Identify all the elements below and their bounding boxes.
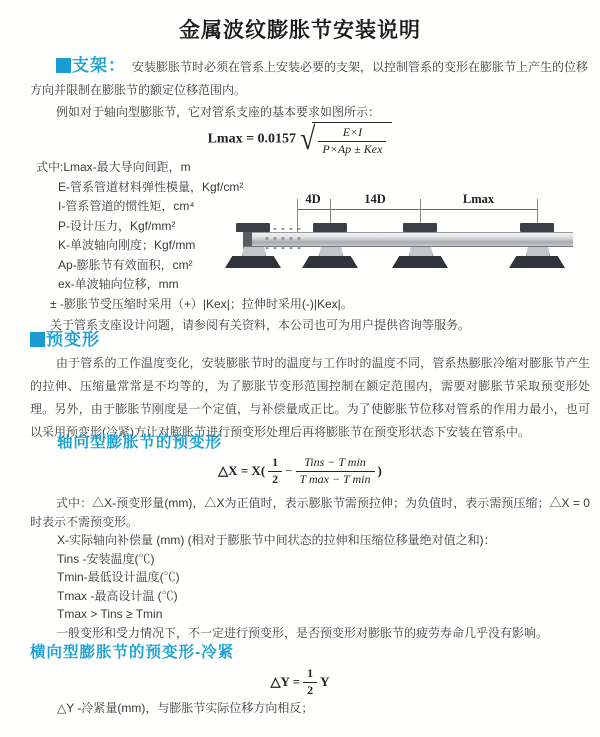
support-stem <box>526 246 550 257</box>
formula-lmax <box>0 122 600 157</box>
def-line: 式中:Lmax-最大导向间距，m <box>36 160 191 174</box>
support-intro-paragraph <box>30 54 588 102</box>
fraction-denominator: P×Ap ± Kex <box>322 141 383 156</box>
support-cap <box>520 223 554 232</box>
lateral-note-line <box>57 697 587 720</box>
formula-dx-half-fraction <box>268 455 282 487</box>
formula-dy-rhs: Y <box>320 674 330 690</box>
pipe-support <box>302 223 358 269</box>
page-title: 金属波纹膨胀节安装说明 <box>179 19 421 42</box>
lateral-subheading: 横向型膨胀节的预变形-冷紧 <box>30 644 235 661</box>
dim-label-14d: 14D <box>364 192 386 206</box>
axial-closing-line: 一般变形和受力情况下，不一定进行预变形，是否预变形对膨胀节的疲劳寿命几乎没有影响。 <box>56 625 549 640</box>
dim-label-4d: 4D <box>305 192 321 206</box>
fraction-numerator: 1 <box>268 455 282 472</box>
dimension-line <box>297 209 537 210</box>
axial-note: 式中：△X-预变形量(mm)，△X为正值时，表示膨胀节需预拉伸；为负值时，表示需预压缩；△X = 0时表示不需预变形。 <box>30 496 590 529</box>
formula-lmax-fraction <box>318 125 386 157</box>
def-line: Ap-膨胀节有效面积，cm² <box>58 257 193 272</box>
formula-dy-lhs: △Y = <box>270 674 301 690</box>
support-base <box>225 256 281 268</box>
minus-operator: − <box>285 463 293 479</box>
def-line: ± -膨胀节受压缩时采用（+）|Kex|；拉伸时采用(-)|Kex|。 <box>50 296 353 311</box>
section-support-label: 支架： <box>72 56 126 75</box>
def-line: 关于管系支座设计问题，请参阅有关资料，本公司也可为用户提供咨询等服务。 <box>50 318 471 332</box>
axial-def-line: Tmax -最高设计温 (℃) <box>57 588 178 603</box>
fraction-denominator: 2 <box>272 471 279 486</box>
axial-def-line: X-实际轴向补偿量 (mm) (相对于膨胀节中间状态的拉伸和压缩位移量绝对值之和)： <box>57 533 496 547</box>
support-example-paragraph <box>30 101 588 124</box>
lateral-note-text: △Y -冷紧量(mm)，与膨胀节实际位移方向相反； <box>57 701 314 715</box>
support-stem <box>242 246 266 257</box>
dim-label-lmax: Lmax <box>462 192 495 206</box>
formula-dx-lhs: △X = X( <box>218 463 266 479</box>
axial-subheading: 轴向型膨胀节的预变形 <box>57 434 223 451</box>
axial-def-line: Tins -安装温度(℃) <box>57 551 155 566</box>
formula-dx-close-paren: ) <box>377 463 382 479</box>
support-intro-text: 安装膨胀节时必须在管系上安装必要的支架，以控制管系的变形在膨胀节上产生的位移方向并限制在膨胀节的额定位移范围内。 <box>30 60 589 97</box>
fraction-denominator: T max − T min <box>299 471 371 486</box>
support-stem <box>409 246 433 257</box>
def-line: K-单波轴向刚度；Kgf/mm <box>58 238 196 252</box>
axial-def-line: Tmax > Tins ≥ Tmin <box>57 607 163 621</box>
support-cap <box>313 223 347 232</box>
pipe-support <box>509 223 565 269</box>
pipe-support <box>392 223 448 269</box>
section-marker-square-icon <box>56 58 71 73</box>
axial-def-line: Tmin-最低设计温度(℃) <box>57 570 180 584</box>
support-base <box>392 256 448 268</box>
support-example-text: 例如对于轴向型膨胀节，它对管系支座的基本要求如图所示： <box>56 105 381 119</box>
formula-lmax-lhs: Lmax = 0.0157 <box>207 131 297 147</box>
predeform-paragraph-text: 由于管系的工作温度变化，安装膨胀节时的温度与工作时的温度不同，管系热膨胀冷缩对膨胀节产生的拉伸、压缩量常常是不均等的，为了膨胀节变形范围控制在额定范围内，需要对膨胀节采取预变形处理。另外，由于膨胀节刚度是一个定值，与补偿量成正比。为了使膨胀节位移对管系的作用力最小，也可以采用预变形(冷紧)方让对膨胀节进行预变形处理后再将膨胀节在预变形状态下安装在管系中。 <box>30 356 590 439</box>
fraction-numerator: 1 <box>303 666 317 683</box>
def-line: I-管系管道的惯性矩，cm⁴ <box>58 199 195 213</box>
pipe-support-diagram <box>235 192 580 292</box>
axial-notes-block <box>30 494 590 642</box>
radical-sign-icon: √ <box>300 121 316 157</box>
formula-delta-y <box>0 666 600 698</box>
support-cap <box>236 223 270 232</box>
support-base <box>302 256 358 268</box>
formula-dy-half-fraction <box>303 666 317 698</box>
pipe-support <box>225 223 281 269</box>
section-predeform-label: 预变形 <box>46 330 100 349</box>
def-line: E-管系管道材料弹性模量，Kgf/cm² <box>58 179 244 194</box>
section-marker-square-icon <box>30 332 45 347</box>
fraction-denominator: 2 <box>307 682 314 697</box>
predeform-section-heading <box>30 328 588 353</box>
formula-delta-x <box>0 455 600 487</box>
fraction-numerator: E×I <box>318 125 386 142</box>
formula-dx-temp-fraction <box>296 455 375 487</box>
def-line: P-设计压力，Kgf/mm² <box>58 218 176 233</box>
support-base <box>509 256 565 268</box>
radical-overline <box>312 122 392 157</box>
support-stem <box>319 246 343 257</box>
support-cap <box>403 223 437 232</box>
def-line: ex-单波轴向位移，mm <box>58 277 179 291</box>
fraction-numerator: Tins − T min <box>296 455 375 472</box>
